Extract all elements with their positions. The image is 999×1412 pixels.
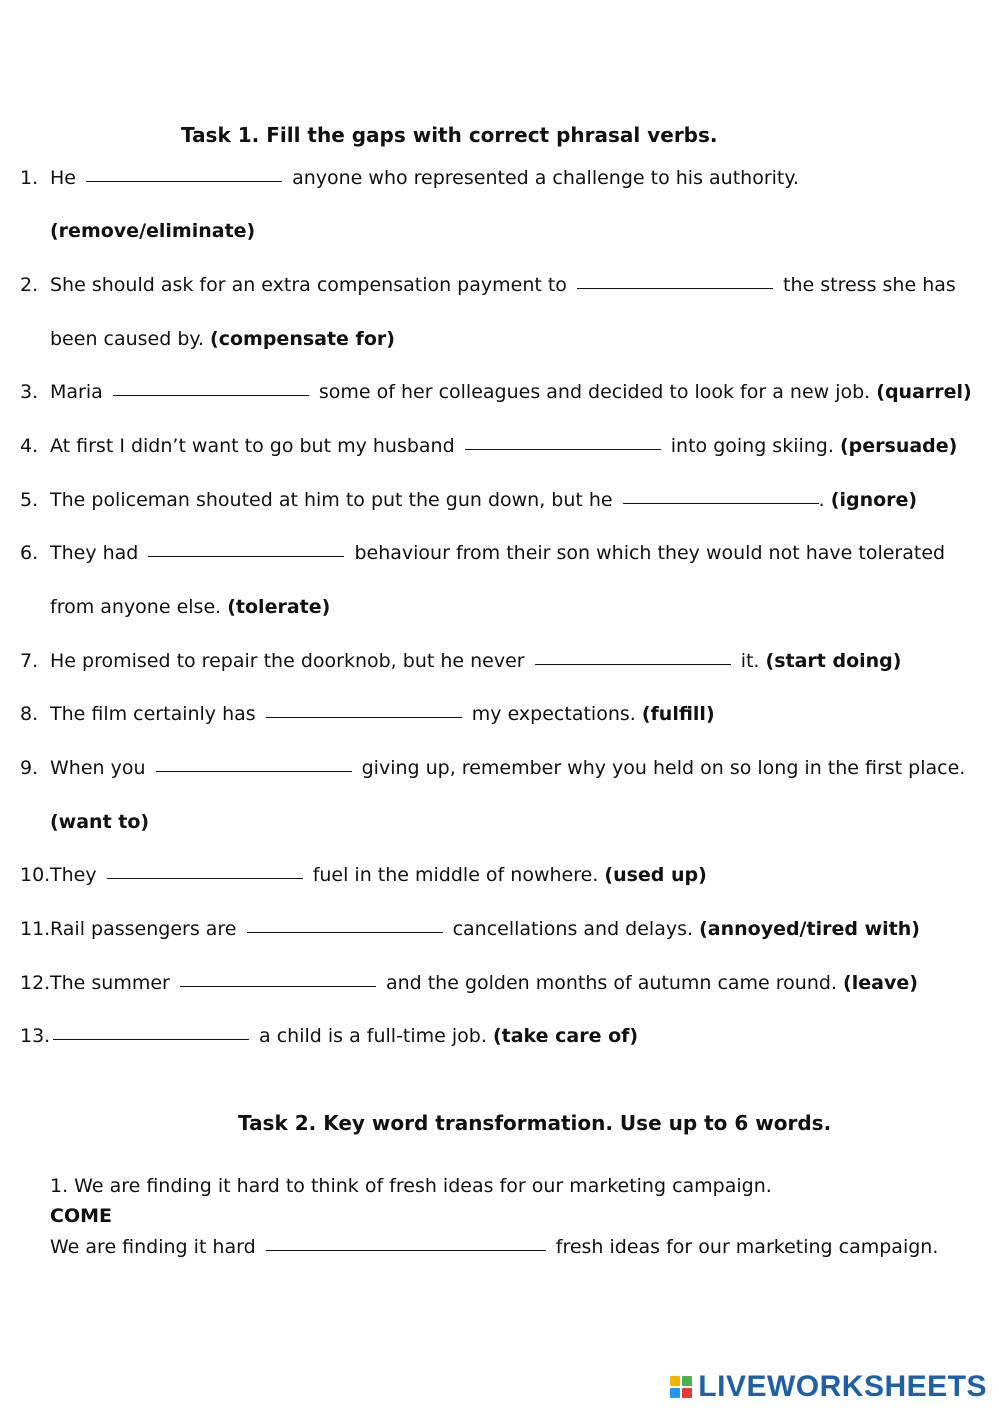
item-text-before: They (50, 864, 97, 886)
item-12 (50, 972, 918, 994)
item-2 (50, 274, 956, 296)
item-text-after: a child is a full-time job. (259, 1025, 487, 1047)
liveworksheets-logo (670, 1370, 987, 1404)
item-text-after: it. (740, 650, 760, 672)
answer-gap[interactable] (247, 931, 443, 933)
item-number: 8. (20, 703, 39, 725)
logo-mark-icon (670, 1376, 692, 1398)
item-text-after: fresh ideas for our marketing campaign. (555, 1236, 939, 1258)
task2-answer-line (50, 1236, 938, 1258)
item-text-before: The policeman shouted at him to put the gun down, but he (50, 489, 613, 511)
item-text-after: my expectations. (471, 703, 636, 725)
answer-gap[interactable] (156, 770, 352, 772)
answer-gap[interactable] (53, 1038, 249, 1040)
item-hint: (leave) (843, 972, 918, 994)
item-hint: (used up) (604, 864, 707, 886)
item-hint: (want to) (50, 811, 150, 833)
item-text-after: the stress she has (783, 274, 956, 296)
item-text-after: anyone who represented a challenge to his authority. (292, 167, 799, 189)
item-3 (50, 381, 972, 403)
answer-gap[interactable] (623, 502, 819, 504)
item-hint: (compensate for) (210, 328, 395, 350)
item-hint: (persuade) (839, 435, 958, 457)
item-hint: (fulfill) (641, 703, 715, 725)
answer-gap[interactable] (86, 180, 282, 182)
item-text-before: The summer (50, 972, 170, 994)
item-number: 10. (20, 864, 51, 886)
item-text-continued: from anyone else. (50, 596, 222, 618)
item-5 (50, 489, 917, 511)
answer-gap[interactable] (266, 1249, 546, 1251)
item-number: 6. (20, 542, 39, 564)
item-text-before: She should ask for an extra compensation payment to (50, 274, 567, 296)
item-number: 2. (20, 274, 39, 296)
item-text-after: some of her colleagues and decided to look for a new job. (318, 381, 871, 403)
answer-gap[interactable] (577, 287, 773, 289)
item-13 (53, 1025, 638, 1047)
item-hint: (take care of) (492, 1025, 639, 1047)
item-hint: (ignore) (830, 489, 918, 511)
item-text-before: The film certainly has (50, 703, 256, 725)
answer-gap[interactable] (180, 985, 376, 987)
item-11 (50, 918, 920, 940)
item-text-after: giving up, remember why you held on so long in the first place. (361, 757, 966, 779)
item-number: 9. (20, 757, 39, 779)
task2-keyword: COME (50, 1205, 112, 1227)
item-1-hint-line (50, 220, 255, 242)
item-8 (50, 703, 715, 725)
item-hint: (tolerate) (227, 596, 331, 618)
item-number: 11. (20, 918, 51, 940)
logo-text: LIVEWORKSHEETS (698, 1370, 987, 1403)
item-number: 1. (20, 167, 39, 189)
answer-gap[interactable] (465, 448, 661, 450)
item-text-before: They had (50, 542, 139, 564)
item-text-after: fuel in the middle of nowhere. (312, 864, 599, 886)
item-number: 13. (20, 1025, 51, 1047)
item-4 (50, 435, 957, 457)
item-text-continued: been caused by. (50, 328, 204, 350)
item-text-after: . (818, 489, 825, 511)
item-number: 3. (20, 381, 39, 403)
item-9 (50, 757, 965, 779)
answer-gap[interactable] (113, 394, 309, 396)
item-text-before: He (50, 167, 76, 189)
item-text-before: We are finding it hard (50, 1236, 256, 1258)
item-text-before: He promised to repair the doorknob, but he never (50, 650, 525, 672)
item-number: 5. (20, 489, 39, 511)
item-6-continuation (50, 596, 330, 618)
item-number: 12. (20, 972, 51, 994)
answer-gap[interactable] (107, 877, 303, 879)
item-hint: (annoyed/tired with) (699, 918, 920, 940)
item-text-after: cancellations and delays. (452, 918, 694, 940)
answer-gap[interactable] (148, 555, 344, 557)
item-hint: (quarrel) (876, 381, 972, 403)
item-hint: (start doing) (765, 650, 902, 672)
item-number: 4. (20, 435, 39, 457)
item-1 (50, 167, 799, 189)
item-hint: (remove/eliminate) (50, 220, 256, 242)
item-text-before: When you (50, 757, 146, 779)
item-text-after: and the golden months of autumn came round. (385, 972, 837, 994)
task2-title: Task 2. Key word transformation. Use up to 6 words. (238, 1111, 832, 1135)
item-text-after: behaviour from their son which they would not have tolerated (354, 542, 946, 564)
item-number: 7. (20, 650, 39, 672)
item-9-hint-line (50, 811, 149, 833)
answer-gap[interactable] (266, 716, 462, 718)
item-text-before: Maria (50, 381, 103, 403)
item-text-before: At first I didn’t want to go but my husband (50, 435, 455, 457)
item-6 (50, 542, 945, 564)
task1-title: Task 1. Fill the gaps with correct phrasal verbs. (181, 123, 718, 147)
item-text-before: Rail passengers are (50, 918, 237, 940)
answer-gap[interactable] (535, 663, 731, 665)
item-2-continuation (50, 328, 395, 350)
task2-sentence: 1. We are finding it hard to think of fresh ideas for our marketing campaign. (50, 1175, 772, 1197)
item-7 (50, 650, 901, 672)
item-10 (50, 864, 707, 886)
item-text-after: into going skiing. (670, 435, 834, 457)
